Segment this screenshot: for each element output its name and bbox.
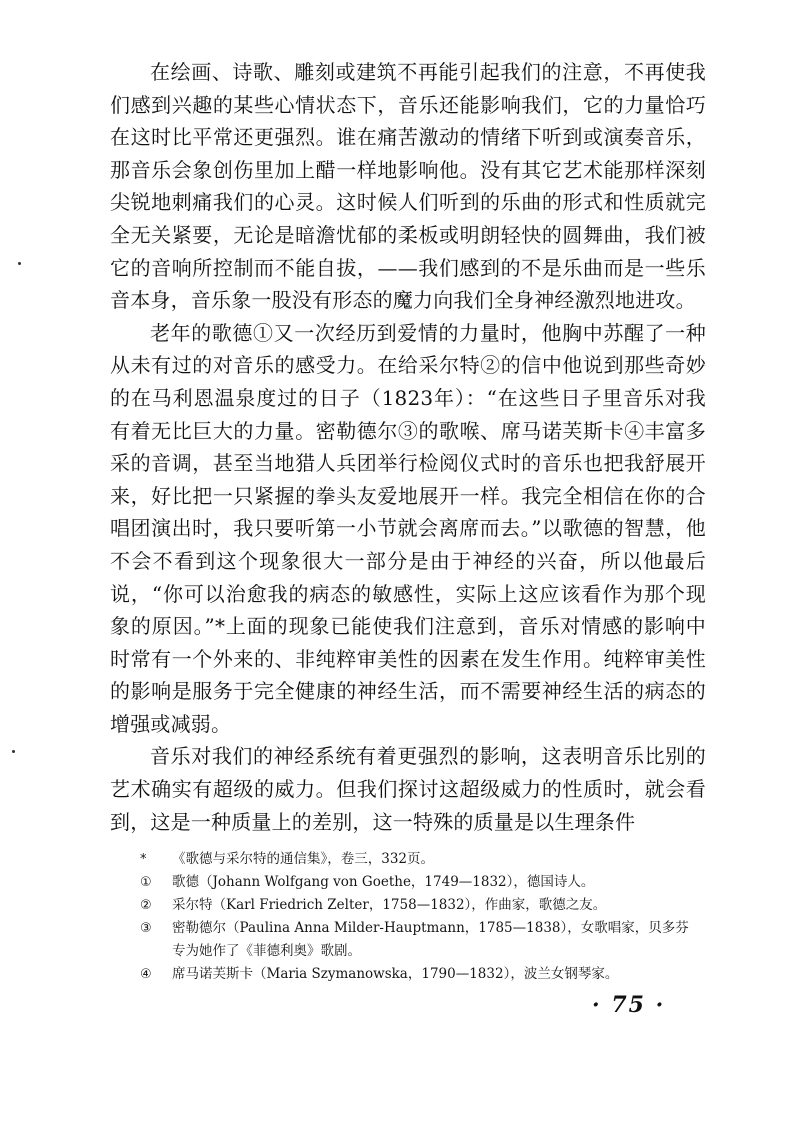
- footnote-text: 密勒德尔（Paulina Anna Milder-Hauptmann，1785—1838），女歌唱家，贝多芬专为她作了《菲德利奥》歌剧。: [172, 920, 689, 959]
- scan-speck: [12, 750, 15, 753]
- footnote-item: [140, 963, 700, 986]
- footnote-text: 《歌德与采尔特的通信集》，卷三，332页。: [172, 851, 435, 867]
- footnote-item: [140, 894, 700, 917]
- footnote-text: 歌德（Johann Wolfgang von Goethe，1749—1832），德国诗人。: [172, 874, 595, 890]
- paragraph-3: 音乐对我们的神经系统有着更强烈的影响，这表明音乐比别的艺术确实有超级的威力。但我们探讨这超级威力的性质时，就会看到，这是一种质量上的差别，这一特殊的质量是以生理条件: [110, 744, 706, 834]
- page-number: · 75 ·: [592, 992, 666, 1018]
- paragraph-2: 老年的歌德①又一次经历到爱情的力量时，他胸中苏醒了一种从未有过的对音乐的感受力。在给采尔特②的信中他说到那些奇妙的在马利恩温泉度过的日子（1823年）：“在这些日子里音乐对我有着无比巨大的力量。密勒德尔③的歌喉、席马诺芙斯卡④丰富多采的音调，甚至当地猎人兵团举行检阅仪式时的音乐也把我舒展开来，好比把一只紧握的拳头友爱地展开一样。我完全相信在你的合唱团演出时，我只要听第一小节就会离席而去。”以歌德的智慧，他不会不看到这个现象很大一部分是由于神经的兴奋，所以他最后说，“你可以治愈我的病态的敏感性，实际上这应该看作为那个现象的原因。”*上面的现象已能使我们注意到，音乐对情感的影响中时常有一个外来的、非纯粹审美性的因素在发生作用。纯粹审美性的影响是服务于完全健康的神经生活，而不需要神经生活的病态的增强或减弱。: [110, 320, 706, 736]
- main-text: [110, 56, 706, 838]
- footnote-mark: ①: [140, 875, 152, 890]
- scan-speck: [18, 262, 21, 265]
- footnote-mark: ②: [140, 898, 152, 913]
- paragraph-1: 在绘画、诗歌、雕刻或建筑不再能引起我们的注意，不再使我们感到兴趣的某些心情状态下，音乐还能影响我们，它的力量恰巧在这时比平常还更强烈。谁在痛苦激动的情绪下听到或演奏音乐，那音乐会象创伤里加上醋一样地影响他。没有其它艺术能那样深刻尖锐地刺痛我们的心灵。这时候人们听到的乐曲的形式和性质就完全无关紧要，无论是暗澹忧郁的柔板或明朗轻快的圆舞曲，我们被它的音响所控制而不能自拔，——我们感到的不是乐曲而是一些乐音本身，音乐象一股没有形态的魔力向我们全身神经激烈地进攻。: [110, 60, 706, 313]
- footnote-mark: *: [140, 852, 147, 867]
- footnote-item: [140, 917, 700, 963]
- footnote-mark: ④: [140, 967, 152, 982]
- footnotes: [140, 848, 700, 986]
- footnote-text: 席马诺芙斯卡（Maria Szymanowska，1790—1832），波兰女钢琴家。: [172, 966, 619, 982]
- footnote-item: [140, 871, 700, 894]
- footnote-mark: ③: [140, 921, 152, 936]
- footnote-text: 采尔特（Karl Friedrich Zelter，1758—1832），作曲家，歌德之友。: [172, 897, 607, 913]
- footnote-item: [140, 848, 700, 871]
